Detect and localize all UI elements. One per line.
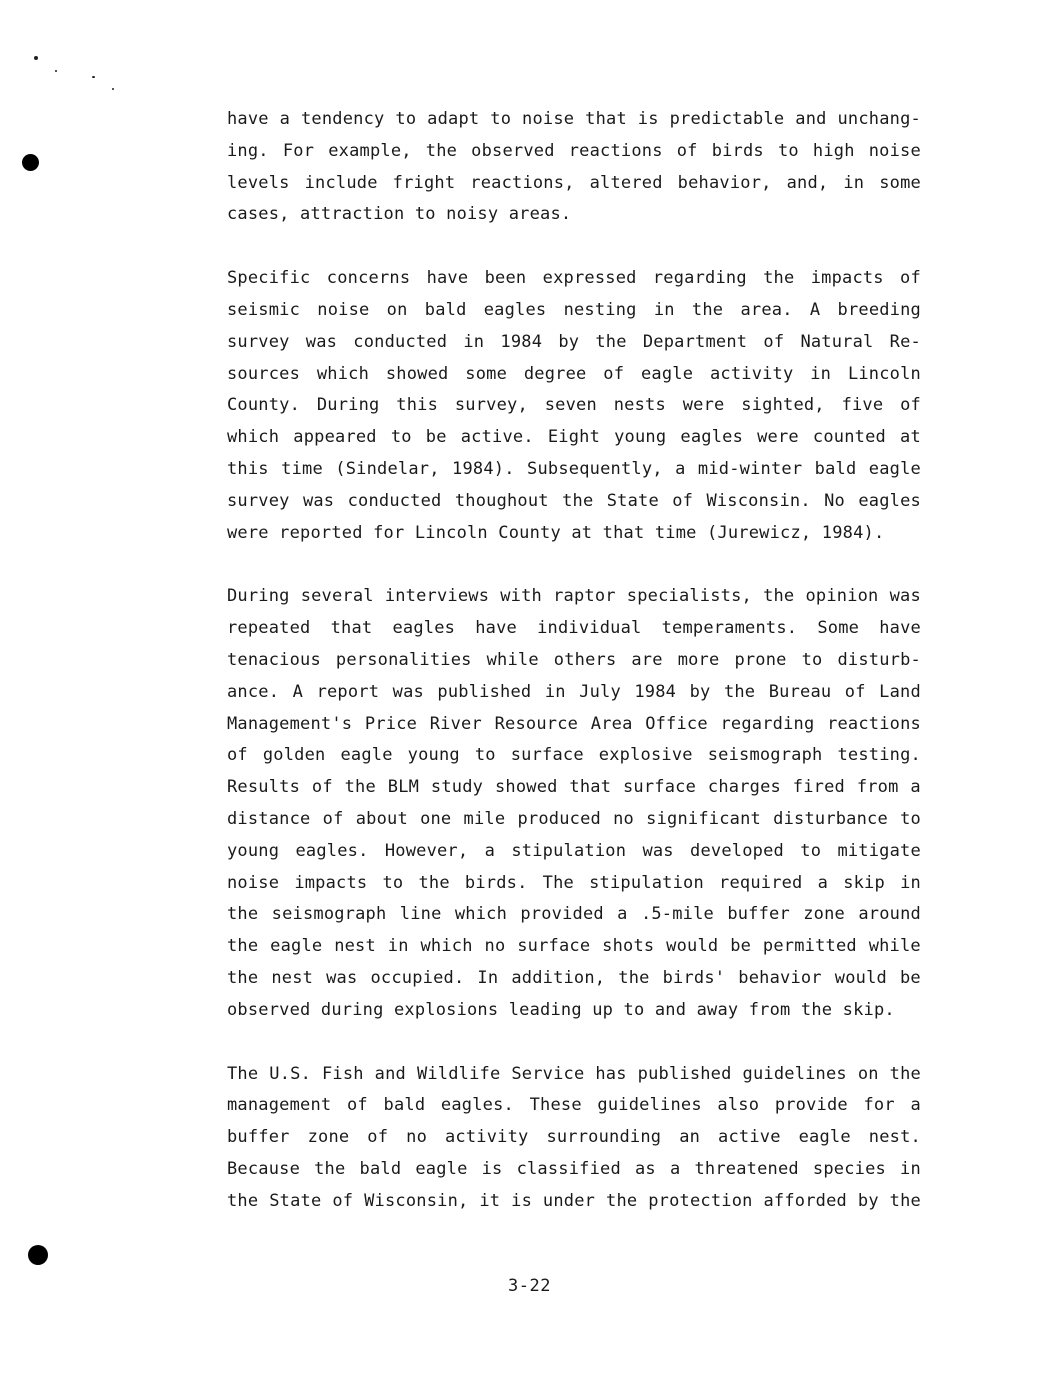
scan-speck: [34, 56, 38, 60]
body-text: [227, 104, 921, 1250]
scan-speck: [112, 88, 114, 90]
text-line: young eagles. However, a stipulation was developed to mitigate: [227, 840, 921, 861]
text-line: which appeared to be active. Eight young eagles were counted at: [227, 427, 921, 448]
punch-hole-top: [22, 154, 39, 171]
text-line: Specific concerns have been expressed regarding the impacts of: [227, 268, 921, 289]
paragraph: [227, 1059, 921, 1218]
text-line: were reported for Lincoln County at that time (Jurewicz, 1984).: [227, 522, 885, 543]
text-line: ance. A report was published in July 1984 by the Bureau of Land: [227, 681, 921, 702]
text-line: Because the bald eagle is classified as a threatened species in: [227, 1158, 921, 1179]
text-line: sources which showed some degree of eagle activity in Lincoln: [227, 363, 921, 384]
text-line: Management's Price River Resource Area Office regarding reactions: [227, 713, 921, 734]
text-line: seismic noise on bald eagles nesting in the area. A breeding: [227, 299, 921, 320]
text-line: cases, attraction to noisy areas.: [227, 204, 572, 225]
text-line: management of bald eagles. These guidelines also provide for a: [227, 1095, 921, 1116]
text-line: Results of the BLM study showed that surface charges fired from a: [227, 777, 921, 798]
text-line: the State of Wisconsin, it is under the protection afforded by the: [227, 1190, 921, 1211]
scan-speck: [92, 76, 95, 78]
text-line: buffer zone of no activity surrounding an active eagle nest.: [227, 1127, 921, 1148]
page-number: 3-22: [508, 1276, 551, 1296]
text-line: noise impacts to the birds. The stipulation required a skip in: [227, 872, 921, 893]
text-line: the nest was occupied. In addition, the birds' behavior would be: [227, 967, 921, 988]
punch-hole-bottom: [28, 1245, 48, 1265]
text-line: During several interviews with raptor specialists, the opinion was: [227, 586, 921, 607]
text-line: tenacious personalities while others are more prone to disturb-: [227, 649, 921, 670]
text-line: of golden eagle young to surface explosive seismograph testing.: [227, 745, 921, 766]
text-line: this time (Sindelar, 1984). Subsequently, a mid-winter bald eagle: [227, 458, 921, 479]
text-line: levels include fright reactions, altered behavior, and, in some: [227, 172, 921, 193]
text-line: ing. For example, the observed reactions of birds to high noise: [227, 140, 921, 161]
text-line: County. During this survey, seven nests were sighted, five of: [227, 395, 921, 416]
text-line: observed during explosions leading up to and away from the skip.: [227, 999, 895, 1020]
text-line: The U.S. Fish and Wildlife Service has published guidelines on the: [227, 1063, 921, 1084]
text-line: distance of about one mile produced no significant disturbance to: [227, 808, 921, 829]
paragraph: [227, 104, 921, 231]
text-line: survey was conducted thoughout the State of Wisconsin. No eagles: [227, 490, 921, 511]
text-line: survey was conducted in 1984 by the Department of Natural Re-: [227, 331, 921, 352]
paragraph: [227, 263, 921, 549]
scan-speck: [55, 70, 57, 72]
text-line: the eagle nest in which no surface shots would be permitted while: [227, 936, 921, 957]
text-line: repeated that eagles have individual temperaments. Some have: [227, 618, 921, 639]
text-line: have a tendency to adapt to noise that is predictable and unchang-: [227, 109, 921, 129]
paragraph: [227, 581, 921, 1026]
text-line: the seismograph line which provided a .5-mile buffer zone around: [227, 904, 921, 925]
